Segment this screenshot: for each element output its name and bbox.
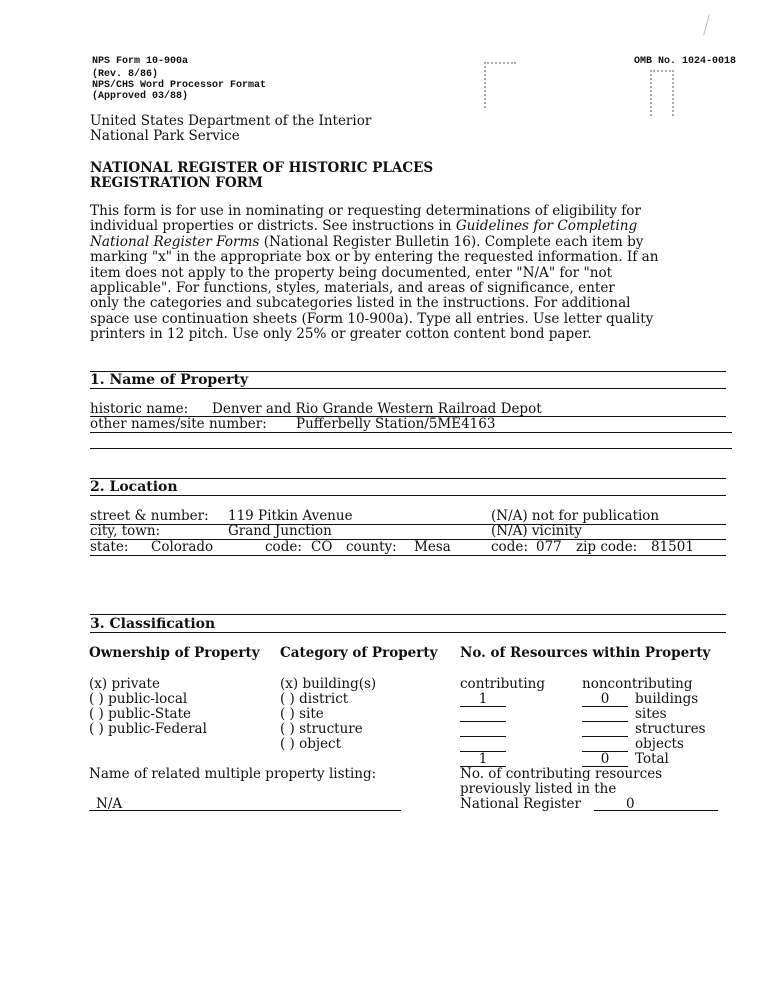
instructions-line: marking "x" in the appropriate box or by entering the requested information. If an [90,249,659,266]
instructions-line: printers in 12 pitch. Use only 25% or greater cotton content bond paper. [90,326,592,343]
corner-mark [703,14,712,36]
form-number: NPS Form 10-900a [92,56,189,67]
instructions-line: item does not apply to the property being documented, enter "N/A" for "not [90,264,613,281]
resources-title: No. of Resources within Property [460,645,711,661]
resource-label: sites [635,706,667,722]
section-divider [90,632,726,633]
county-code-value: 077 [536,539,562,555]
category-site: ( ) site [280,706,324,722]
agency-service: National Park Service [90,128,240,144]
stamp-mark [484,62,516,108]
form-approved: (Approved 03/88) [92,91,189,102]
instructions-line: individual properties or districts. See instructions in Guidelines for Completing [90,218,638,235]
street-label: street & number: [90,508,209,524]
ownership-public-federal: ( ) public-Federal [89,721,207,737]
resource-label: structures [635,721,706,737]
stamp-mark-2 [650,70,674,116]
section-divider [90,495,726,496]
historic-name-label: historic name: [90,401,189,417]
resource-contributing-total: 1 [460,752,506,767]
county-label: county: [346,539,397,555]
city-label: city, town: [90,523,161,539]
resource-contributing-value [460,707,506,722]
previously-listed-line-2: previously listed in the [460,781,617,797]
resource-contributing-value [460,737,506,752]
resource-label: buildings [635,691,699,707]
section-divider [90,614,726,615]
field-underline [90,555,726,556]
previously-listed-line-3: National Register [460,796,581,812]
resource-label-total: Total [635,751,669,767]
contributing-label: contributing [460,676,545,692]
category-structure: ( ) structure [280,721,363,737]
instructions-paragraph [90,204,730,343]
resource-label: objects [635,736,684,752]
instructions-line: only the categories and subcategories listed in the instructions. For additional [90,295,631,312]
resource-noncontributing-value [582,722,628,737]
resource-noncontributing-value [582,737,628,752]
category-buildings: (x) building(s) [280,676,377,692]
state-label: state: [90,539,129,555]
historic-name-value: Denver and Rio Grande Western Railroad Depot [212,401,542,417]
related-listing-value: N/A [89,797,401,811]
county-value: Mesa [414,539,451,555]
resource-contributing-value: 1 [460,692,506,707]
instructions-line: applicable". For functions, styles, materials, and areas of significance, enter [90,280,615,297]
category-options [280,677,376,752]
instructions-line: National Register Forms (National Register Bulletin 16). Complete each item by [90,233,644,250]
category-title: Category of Property [280,645,438,661]
resource-noncontributing-total: 0 [582,752,628,767]
ownership-private: (x) private [89,676,160,692]
resource-noncontributing-value [582,707,628,722]
county-code-label: code: [491,539,528,555]
zip-label: zip code: [576,539,638,555]
ownership-title: Ownership of Property [89,645,260,661]
other-names-label: other names/site number: [90,416,267,432]
category-object: ( ) object [280,736,342,752]
section-divider [90,478,726,479]
form-format: NPS/CHS Word Processor Format [92,80,267,91]
form-revision: (Rev. 8/86) [92,69,159,80]
street-value: 119 Pitkin Avenue [228,508,353,524]
resource-contributing-value [460,722,506,737]
state-value: Colorado [151,539,214,555]
section-1-heading: 1. Name of Property [90,372,249,388]
section-3-heading: 3. Classification [90,616,216,632]
noncontributing-label: noncontributing [582,676,693,692]
page-title: NATIONAL REGISTER OF HISTORIC PLACES [90,160,434,176]
resource-noncontributing-value: 0 [582,692,628,707]
ownership-public-local: ( ) public-local [89,691,188,707]
city-value: Grand Junction [228,523,332,539]
state-code-label: code: [265,539,302,555]
previously-listed-value: 0 [594,797,718,811]
ownership-public-state: ( ) public-State [89,706,191,722]
related-listing-label: Name of related multiple property listing: [89,766,377,782]
vicinity: (N/A) vicinity [491,523,582,539]
field-underline [90,432,732,433]
previously-listed-line-1: No. of contributing resources [460,766,663,782]
section-2-heading: 2. Location [90,479,178,495]
page-subtitle: REGISTRATION FORM [90,175,263,191]
category-district: ( ) district [280,691,349,707]
instructions-line: This form is for use in nominating or requesting determinations of eligibility for [90,203,641,219]
other-names-value: Pufferbelly Station/5ME4163 [296,416,496,432]
section-divider [90,388,726,389]
agency-department: United States Department of the Interior [90,113,372,129]
ownership-options [89,677,207,737]
state-code-value: CO [311,539,333,555]
field-underline [90,524,726,525]
field-underline [90,448,732,449]
not-for-publication: (N/A) not for publication [491,508,660,524]
omb-number: OMB No. 1024-0018 [634,56,737,67]
zip-value: 81501 [651,539,694,555]
instructions-line: space use continuation sheets (Form 10-900a). Type all entries. Use letter quality [90,310,654,327]
